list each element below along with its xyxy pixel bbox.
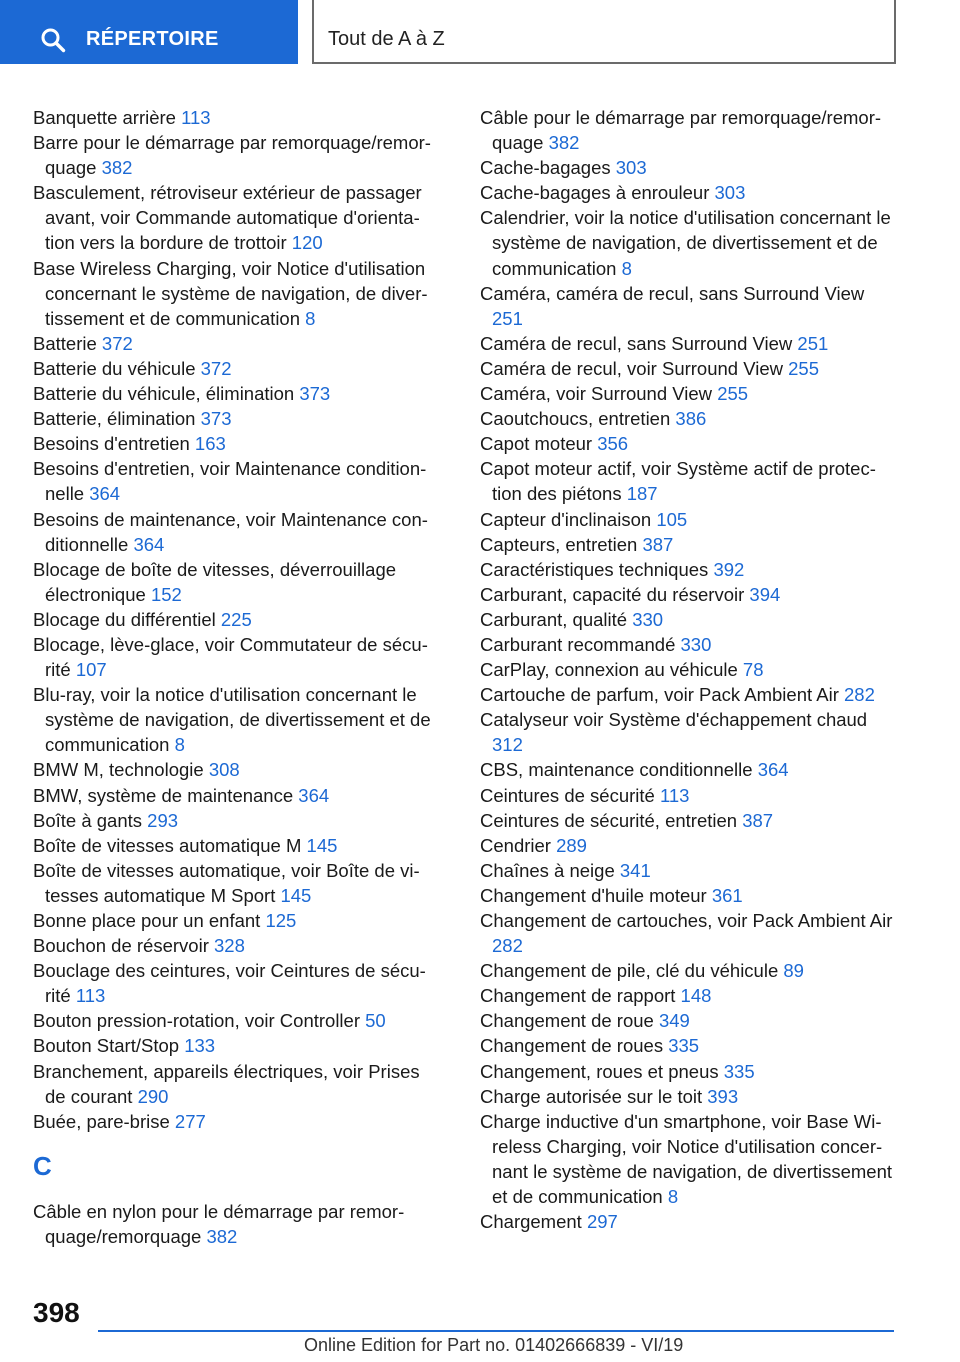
index-entry (480, 105, 896, 155)
index-entry (480, 858, 896, 883)
index-entry-page-link[interactable]: 289 (556, 834, 587, 856)
index-entry (480, 958, 896, 983)
index-entry (33, 105, 443, 130)
index-entry-page-link[interactable]: 373 (200, 408, 232, 430)
index-entry (33, 1059, 443, 1109)
index-entry-page-link[interactable]: 8 (305, 307, 316, 329)
index-entry-page-link[interactable]: 312 (492, 734, 523, 756)
index-entry (33, 331, 443, 356)
index-entry-term: Changement de cartouches, voir Pack Ambient Air (480, 910, 893, 931)
index-entry-term: BMW, système de maintenance (33, 784, 294, 806)
index-entry-page-link[interactable]: 382 (206, 1225, 238, 1247)
index-entry-term: Besoins d'entretien (33, 433, 190, 455)
index-entry-page-link[interactable]: 330 (680, 633, 712, 655)
index-entry-term: Chargement (480, 1211, 582, 1233)
index-entry-page-link[interactable]: 394 (749, 583, 781, 605)
index-entry-page-link[interactable]: 308 (208, 759, 240, 781)
index-entry-term: Capot moteur actif, voir Système actif de protection des piétons (480, 458, 876, 505)
index-entry-term: Ceintures de sécurité (480, 784, 655, 806)
index-entry-page-link[interactable]: 225 (220, 608, 252, 630)
index-entry (480, 607, 896, 632)
index-entry (33, 557, 443, 607)
index-entry (480, 582, 896, 607)
index-entry-term: Bouton pression-rotation, voir Controller (33, 1010, 360, 1032)
index-entry (480, 707, 896, 757)
index-entry-term: Base Wireless Charging, voir Notice d'utilisation concernant le système de navigation, de divertissement et de communication (33, 257, 428, 329)
index-entry (33, 833, 443, 858)
index-entry (480, 180, 896, 205)
index-entry-page-link[interactable]: 113 (659, 784, 690, 806)
index-entry-page-link[interactable]: 277 (174, 1110, 206, 1132)
index-entry-term: CarPlay, connexion au véhicule (480, 659, 738, 681)
index-entry-page-link[interactable]: 145 (306, 834, 338, 856)
index-entry-page-link[interactable]: 78 (742, 659, 764, 681)
index-entry-page-link[interactable]: 187 (626, 483, 658, 505)
index-entry-page-link[interactable]: 89 (783, 960, 804, 982)
index-entry-term: Caméra, voir Surround View (480, 383, 713, 405)
index-entry-term: Cache-bagages à enrouleur (480, 182, 710, 204)
index-column-right (480, 105, 896, 1234)
index-entry (480, 281, 896, 331)
index-entry-page-link[interactable]: 255 (717, 383, 749, 405)
index-entry-term: Besoins d'entretien, voir Maintenance conditionnelle (33, 458, 427, 505)
index-entry (480, 757, 896, 782)
index-entry (480, 657, 896, 682)
index-entry-page-link[interactable]: 373 (299, 383, 331, 405)
index-entry-page-link[interactable]: 125 (265, 910, 297, 931)
index-entry (480, 205, 896, 280)
index-entry-term: Chaînes à neige (480, 859, 615, 881)
index-entry (480, 557, 896, 582)
index-entry-term: Carburant recommandé (480, 633, 676, 655)
index-entry-term: Caméra de recul, sans Surround View (480, 332, 793, 354)
index-entry-page-link[interactable]: 107 (75, 659, 107, 681)
index-entry (480, 155, 896, 180)
footer-divider (98, 1330, 894, 1332)
index-entry (480, 983, 896, 1008)
section-letter-heading: C (33, 1150, 52, 1181)
index-entry-term: Changement d'huile moteur (480, 884, 707, 906)
index-entry-term: Charge inductive d'un smartphone, voir Base Wireless Charging, voir Notice d'utilisation concernant le système de navigation, de divertissement et de communication (480, 1110, 893, 1208)
index-entry-term: Blocage, lève-glace, voir Commutateur de sécurité (33, 633, 428, 681)
index-entry-page-link[interactable]: 303 (615, 157, 647, 179)
index-entry-page-link[interactable]: 335 (668, 1035, 700, 1057)
index-entry-term: Changement de roue (480, 1010, 654, 1032)
index-entry-term: BMW M, technologie (33, 759, 204, 781)
index-entry-page-link[interactable]: 349 (658, 1010, 690, 1032)
index-entry (33, 808, 443, 833)
index-entry-page-link[interactable]: 356 (597, 433, 629, 455)
index-entry-page-link[interactable]: 335 (723, 1060, 755, 1082)
index-entry (33, 356, 443, 381)
search-icon (40, 27, 66, 53)
index-entry (33, 858, 443, 908)
index-list-c-start (33, 1199, 443, 1249)
index-entry-term: Boîte à gants (33, 809, 143, 831)
index-entry (480, 532, 896, 557)
index-entry (480, 783, 896, 808)
index-entry (480, 632, 896, 657)
index-entry (33, 381, 443, 406)
index-entry (480, 356, 896, 381)
index-entry-term: Catalyseur voir Système d'échappement chaud (480, 709, 868, 731)
index-entry-page-link[interactable]: 8 (621, 257, 632, 279)
index-entry (33, 1033, 443, 1058)
index-entry (33, 507, 443, 557)
index-entry-page-link[interactable]: 364 (757, 759, 789, 781)
index-entry-term: Caméra de recul, voir Surround View (480, 357, 783, 379)
index-entry-term: Changement de rapport (480, 985, 676, 1007)
index-entry-page-link[interactable]: 251 (492, 307, 523, 329)
index-entry-term: Boîte de vitesses automatique, voir Boîte de vitesses automatique M Sport (33, 859, 420, 906)
index-entry-term: Bouton Start/Stop (33, 1035, 180, 1057)
index-entry-page-link[interactable]: 282 (844, 684, 875, 706)
index-entry-term: Cache-bagages (480, 157, 611, 179)
index-entry-page-link[interactable]: 133 (184, 1035, 216, 1057)
index-entry-term: Barre pour le démarrage par remorquage/remorquage (33, 132, 431, 179)
index-entry-term: Besoins de maintenance, voir Maintenance conditionnelle (33, 508, 428, 555)
index-entry-term: Buée, pare-brise (33, 1110, 170, 1132)
index-entry (33, 1008, 443, 1033)
index-entry-term: CBS, maintenance conditionnelle (480, 759, 753, 781)
index-list-c (480, 105, 896, 1234)
index-entry-page-link[interactable]: 361 (711, 884, 743, 906)
index-entry (33, 431, 443, 456)
index-entry (33, 783, 443, 808)
index-entry (480, 1209, 896, 1234)
index-entry-term: Caoutchoucs, entretien (480, 408, 671, 430)
index-entry-term: Bouclage des ceintures, voir Ceintures de sécurité (33, 960, 426, 1007)
index-entry (33, 933, 443, 958)
index-entry-page-link[interactable]: 393 (707, 1085, 739, 1107)
index-entry-page-link[interactable]: 297 (586, 1211, 618, 1233)
index-entry-term: Blocage du différentiel (33, 608, 216, 630)
index-list-b (33, 105, 443, 1134)
index-entry-term: Bonne place pour un enfant (33, 910, 261, 931)
index-entry-term: Cartouche de parfum, voir Pack Ambient Air (480, 684, 839, 706)
index-entry-term: Basculement, rétroviseur extérieur de passager avant, voir Commande automatique d'orientation vers la bordure de trottoir (33, 182, 422, 254)
index-entry-term: Boîte de vitesses automatique M (33, 834, 302, 856)
index-entry-page-link[interactable]: 387 (642, 533, 674, 555)
index-entry-term: Capteurs, entretien (480, 533, 638, 555)
index-entry (33, 180, 443, 255)
tab-az-label: Tout de A à Z (328, 28, 445, 50)
index-entry-term: Câble pour le démarrage par remorquage/remorquage (480, 107, 882, 154)
index-entry (33, 958, 443, 1008)
index-entry-page-link[interactable]: 341 (619, 859, 651, 881)
index-entry-term: Batterie du véhicule (33, 357, 196, 379)
index-entry (480, 381, 896, 406)
index-entry-term: Batterie, élimination (33, 408, 196, 430)
index-entry (480, 1059, 896, 1084)
index-entry-page-link[interactable]: 387 (742, 809, 774, 831)
index-entry-term: Bouchon de réservoir (33, 935, 209, 957)
index-entry-term: Charge autorisée sur le toit (480, 1085, 703, 1107)
index-entry-page-link[interactable]: 120 (291, 232, 323, 254)
index-entry (480, 1084, 896, 1109)
tab-repertoire-label: RÉPERTOIRE (86, 28, 219, 50)
index-entry-page-link[interactable]: 290 (137, 1085, 169, 1107)
index-entry-page-link[interactable]: 392 (713, 558, 745, 580)
index-entry-page-link[interactable]: 8 (174, 734, 185, 756)
index-entry-page-link[interactable]: 113 (181, 107, 211, 128)
index-entry-page-link[interactable]: 8 (667, 1186, 679, 1208)
index-entry-term: Capteur d'inclinaison (480, 508, 652, 530)
index-entry-term: Branchement, appareils électriques, voir Prises de courant (33, 1060, 420, 1107)
index-entry-page-link[interactable]: 163 (194, 433, 226, 455)
index-entry (480, 833, 896, 858)
index-entry (480, 908, 896, 958)
index-entry-page-link[interactable]: 382 (101, 157, 133, 179)
footer-edition-text: Online Edition for Part no. 01402666839 - VI/19 (304, 1335, 684, 1355)
tab-tout-de-a-a-z[interactable] (312, 0, 896, 64)
index-entry-page-link[interactable]: 148 (680, 985, 712, 1007)
index-entry-term: Calendrier, voir la notice d'utilisation concernant le système de navigation, de divertissement et de communication (480, 207, 891, 279)
index-entry-page-link[interactable]: 303 (714, 182, 746, 204)
index-entry (480, 331, 896, 356)
index-entry-term: Ceintures de sécurité, entretien (480, 809, 738, 831)
index-entry (33, 406, 443, 431)
index-entry (33, 130, 443, 180)
index-entry (33, 908, 443, 933)
index-entry-term: Batterie (33, 332, 97, 354)
index-entry-page-link[interactable]: 382 (548, 132, 580, 154)
index-entry-term: Caractéristiques techniques (480, 558, 709, 580)
index-entry-term: Banquette arrière (33, 107, 176, 128)
index-entry-page-link[interactable]: 50 (365, 1010, 386, 1032)
index-entry (480, 682, 896, 707)
index-entry-term: Caméra, caméra de recul, sans Surround View (480, 282, 865, 304)
index-entry-page-link[interactable]: 372 (101, 332, 133, 354)
index-entry (480, 883, 896, 908)
index-entry-page-link[interactable]: 330 (632, 608, 664, 630)
index-entry-term: Cendrier (480, 834, 551, 856)
index-entry (480, 406, 896, 431)
index-entry (480, 456, 896, 506)
index-entry-term: Carburant, qualité (480, 608, 628, 630)
index-entry-term: Changement de pile, clé du véhicule (480, 960, 779, 982)
tab-repertoire[interactable] (0, 0, 298, 64)
index-entry (33, 632, 443, 682)
index-column-left (33, 105, 443, 1249)
index-entry-page-link[interactable]: 152 (150, 583, 182, 605)
index-entry (33, 682, 443, 757)
index-entry (480, 808, 896, 833)
index-entry-page-link[interactable]: 364 (89, 483, 121, 505)
index-entry-term: Batterie du véhicule, élimination (33, 383, 295, 405)
index-entry-page-link[interactable]: 372 (200, 357, 232, 379)
index-entry-term: Capot moteur (480, 433, 593, 455)
index-entry-page-link[interactable]: 251 (797, 332, 829, 354)
index-entry (480, 1109, 896, 1209)
index-entry-page-link[interactable]: 255 (788, 357, 820, 379)
index-entry-term: Câble en nylon pour le démarrage par remorquage/remorquage (33, 1200, 405, 1247)
index-entry (480, 1033, 896, 1058)
index-entry-term: Blu-ray, voir la notice d'utilisation concernant le système de navigation, de divertissement et de communication (33, 684, 431, 756)
index-entry (33, 456, 443, 506)
index-entry-term: Carburant, capacité du réservoir (480, 583, 745, 605)
index-entry (33, 1109, 443, 1134)
index-entry-page-link[interactable]: 293 (147, 809, 179, 831)
index-entry (480, 1008, 896, 1033)
index-entry-page-link[interactable]: 282 (492, 935, 523, 957)
index-entry-page-link[interactable]: 145 (280, 884, 312, 906)
index-entry-term: Changement de roues (480, 1035, 664, 1057)
index-entry (480, 507, 896, 532)
index-entry-page-link[interactable]: 364 (298, 784, 330, 806)
index-entry (33, 757, 443, 782)
index-entry-term: Changement, roues et pneus (480, 1060, 719, 1082)
index-entry (33, 256, 443, 331)
index-entry-page-link[interactable]: 364 (133, 533, 165, 555)
index-entry-page-link[interactable]: 105 (656, 508, 688, 530)
index-entry (480, 431, 896, 456)
index-entry-page-link[interactable]: 113 (75, 985, 106, 1007)
index-entry (33, 607, 443, 632)
index-entry-page-link[interactable]: 386 (675, 408, 707, 430)
index-entry-term: Blocage de boîte de vitesses, déverrouillage électronique (33, 558, 397, 605)
index-entry-page-link[interactable]: 328 (214, 935, 245, 957)
index-entry (33, 1199, 443, 1249)
page-number: 398 (33, 1297, 80, 1328)
